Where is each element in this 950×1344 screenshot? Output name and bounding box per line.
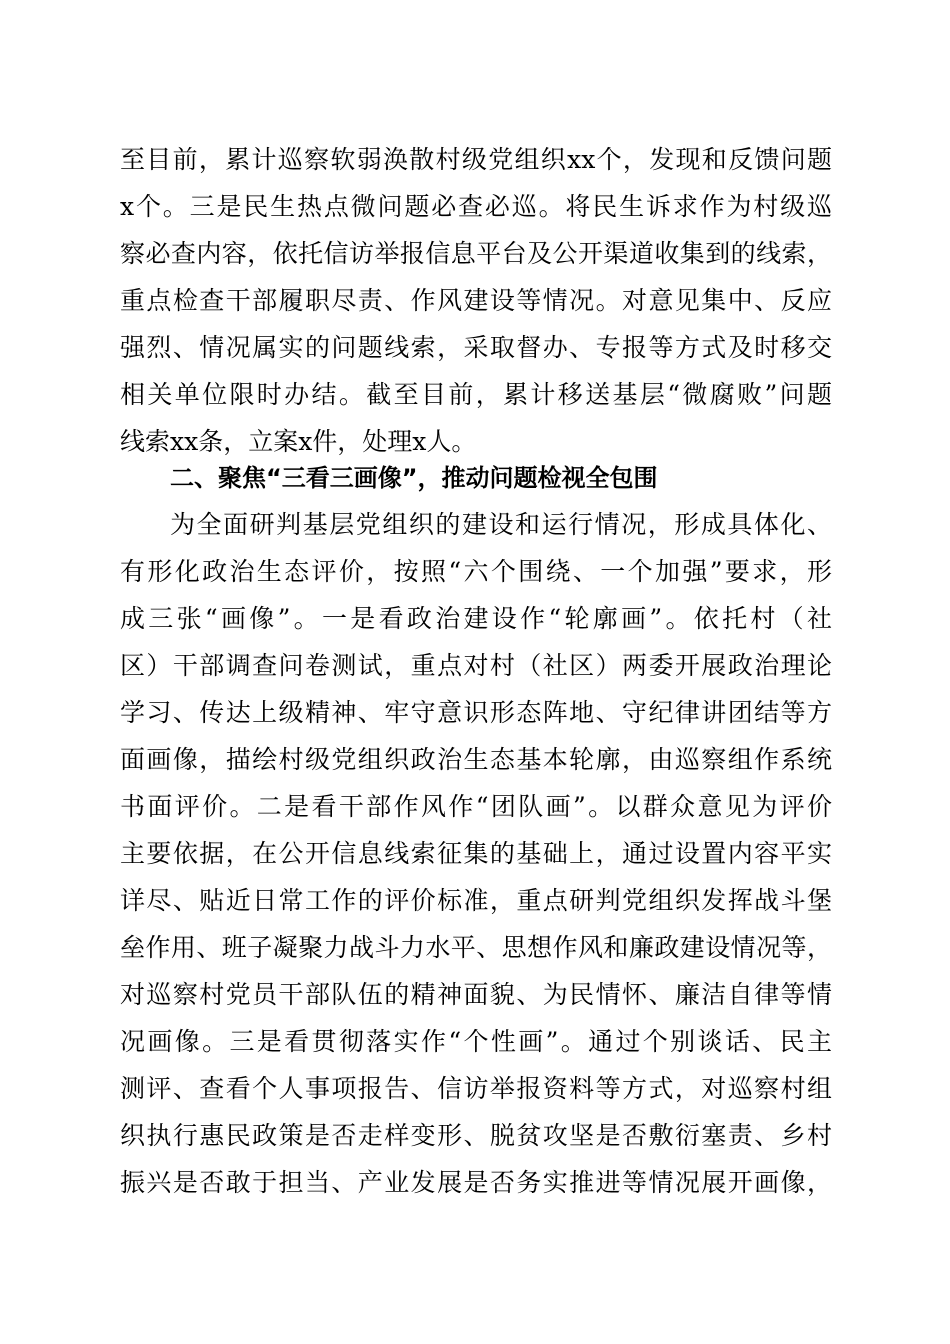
paragraph-2-line-13: 测评、查看个人事项报告、信访举报资料等方式，对巡察村组 — [120, 1074, 832, 1103]
paragraph-1-line-2: x个。三是民生热点微问题必查必巡。将民生诉求作为村级巡 — [120, 192, 832, 221]
paragraph-1-line-7: 线索xx条，立案x件，处理x人。 — [120, 427, 477, 456]
paragraph-2-line-11: 对巡察村党员干部队伍的精神面貌、为民情怀、廉洁自律等情 — [120, 980, 832, 1009]
paragraph-2-line-6: 面画像，描绘村级党组织政治生态基本轮廓，由巡察组作系统 — [120, 745, 832, 774]
paragraph-2-line-10: 垒作用、班子凝聚力战斗力水平、思想作风和廉政建设情况等， — [120, 933, 832, 962]
paragraph-2-line-14: 织执行惠民政策是否走样变形、脱贫攻坚是否敷衍塞责、乡村 — [120, 1121, 832, 1150]
paragraph-2-line-12: 况画像。三是看贯彻落实作“个性画”。通过个别谈话、民主 — [120, 1027, 832, 1056]
paragraph-2-line-3: 成三张“画像”。一是看政治建设作“轮廓画”。依托村（社 — [120, 604, 832, 633]
paragraph-1-line-3: 察必查内容，依托信访举报信息平台及公开渠道收集到的线索， — [120, 239, 832, 268]
section-heading: 二、聚焦“三看三画像”，推动问题检视全包围 — [170, 464, 658, 492]
paragraph-1-line-4: 重点检查干部履职尽责、作风建设等情况。对意见集中、反应 — [120, 286, 832, 315]
paragraph-2-line-4: 区）干部调查问卷测试，重点对村（社区）两委开展政治理论 — [120, 651, 832, 680]
paragraph-2-line-9: 详尽、贴近日常工作的评价标准，重点研判党组织发挥战斗堡 — [120, 886, 832, 915]
paragraph-1-line-1: 至目前，累计巡察软弱涣散村级党组织xx个，发现和反馈问题 — [120, 145, 832, 174]
paragraph-2-line-8: 主要依据，在公开信息线索征集的基础上，通过设置内容平实 — [120, 839, 832, 868]
paragraph-2-line-1: 为全面研判基层党组织的建设和运行情况，形成具体化、 — [170, 510, 832, 539]
paragraph-1-line-6: 相关单位限时办结。截至目前，累计移送基层“微腐败”问题 — [120, 380, 832, 409]
paragraph-2-line-7: 书面评价。二是看干部作风作“团队画”。以群众意见为评价 — [120, 792, 832, 821]
paragraph-2-line-2: 有形化政治生态评价，按照“六个围绕、一个加强”要求，形 — [120, 557, 832, 586]
paragraph-2-line-5: 学习、传达上级精神、牢守意识形态阵地、守纪律讲团结等方 — [120, 698, 832, 727]
paragraph-2-line-15: 振兴是否敢于担当、产业发展是否务实推进等情况展开画像， — [120, 1168, 832, 1197]
paragraph-1-line-5: 强烈、情况属实的问题线索，采取督办、专报等方式及时移交 — [120, 333, 832, 362]
